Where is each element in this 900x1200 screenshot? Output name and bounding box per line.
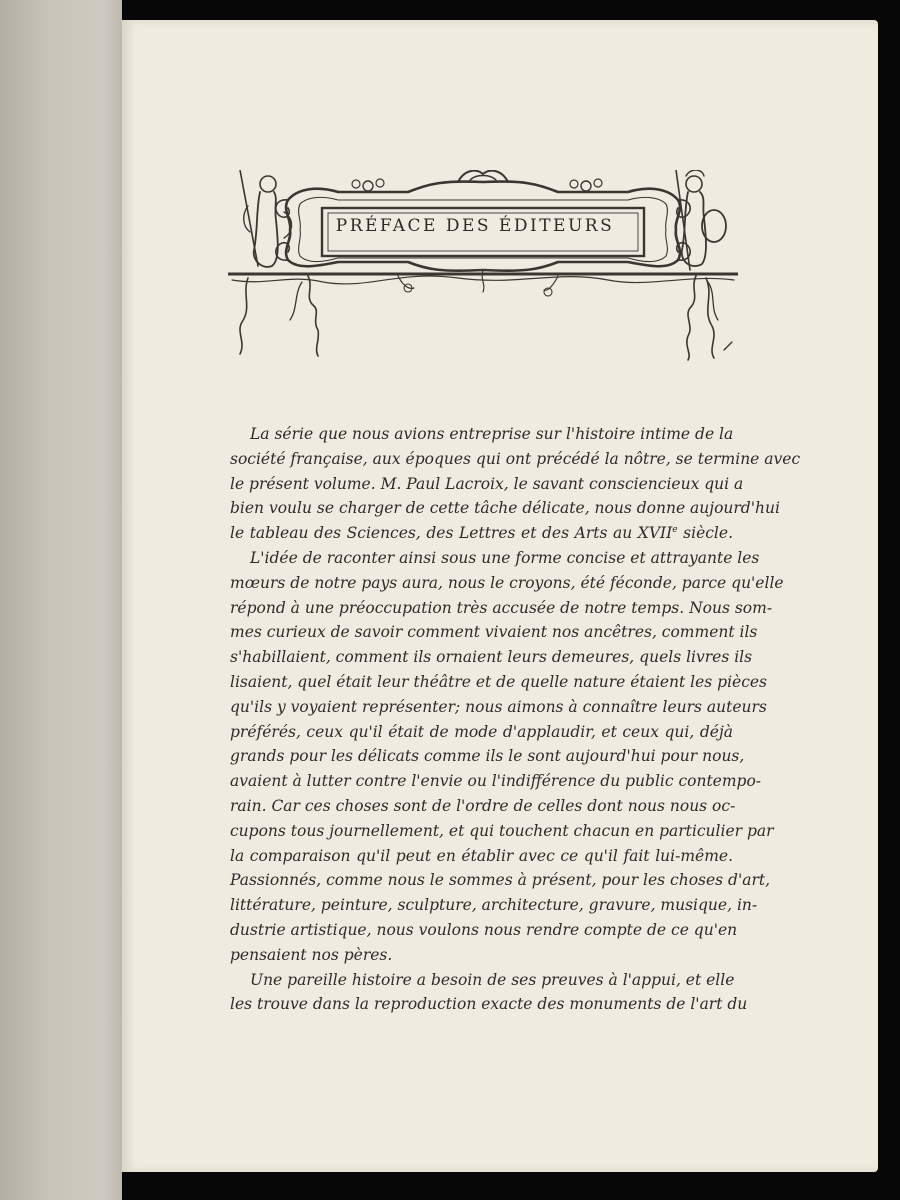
text-line: qu'ils y voyaient représenter; nous aimons à connaître leurs auteurs [230, 697, 767, 716]
text-line: bien voulu se charger de cette tâche délicate, nous donne aujourd'hui [230, 499, 780, 518]
text-line: s'habillaient, comment ils ornaient leurs demeures, quels livres ils [230, 648, 753, 667]
text-line: L'idée de raconter ainsi sous une forme concise et attrayante les [250, 548, 760, 567]
text-line: préférés, ceux qu'il était de mode d'applaudir, et ceux qui, déjà [230, 722, 733, 741]
text-line: Une pareille histoire a besoin de ses preuves à l'appui, et elle [250, 970, 735, 989]
text-line: pensaient nos pères. [230, 945, 393, 964]
text-line: littérature, peinture, sculpture, architecture, gravure, musique, in- [230, 896, 758, 915]
ornamental-headpiece [228, 170, 738, 362]
text-line: grands pour les délicats comme ils le sont aujourd'hui pour nous, [230, 747, 745, 766]
text-line: les trouve dans la reproduction exacte des monuments de l'art du [230, 995, 748, 1014]
text-line: mes curieux de savoir comment vivaient nos ancêtres, comment ils [230, 623, 758, 642]
text-line: mœurs de notre pays aura, nous le croyons, été féconde, parce qu'elle [230, 573, 784, 592]
text-line: le présent volume. M. Paul Lacroix, le savant consciencieux qui a [230, 474, 744, 493]
text-line: La série que nous avions entreprise sur l'histoire intime de la [250, 425, 734, 443]
text-line: Passionnés, comme nous le sommes à présent, pour les choses d'art, [230, 871, 771, 890]
preface-body [230, 422, 801, 1017]
text-line: lisaient, quel était leur théâtre et de quelle nature étaient les pièces [230, 672, 768, 691]
text-line-century [230, 521, 733, 546]
text-line: dustrie artistique, nous voulons nous rendre compte de ce qu'en [230, 920, 738, 939]
text-line: société française, aux époques qui ont précédé la nôtre, se termine avec [230, 449, 801, 468]
text-line: avaient à lutter contre l'envie ou l'indifférence du public contempo- [230, 772, 762, 791]
text-line: rain. Car ces choses sont de l'ordre de celles dont nous nous oc- [230, 796, 736, 815]
facing-page-edge [0, 0, 122, 1200]
text-segment: siècle. [677, 524, 733, 543]
ordinal-superscript: e [672, 525, 678, 536]
text-line: cupons tous journellement, et qui touchent chacun en particulier par [230, 821, 774, 840]
text-segment: le tableau des Sciences, des Lettres et des Arts au XVII [230, 524, 673, 543]
text-line: répond à une préoccupation très accusée de notre temps. Nous som- [230, 598, 773, 617]
text-line: la comparaison qu'il peut en établir avec ce qu'il fait lui-même. [230, 846, 733, 865]
page-title: PRÉFACE DES ÉDITEURS [335, 216, 615, 236]
